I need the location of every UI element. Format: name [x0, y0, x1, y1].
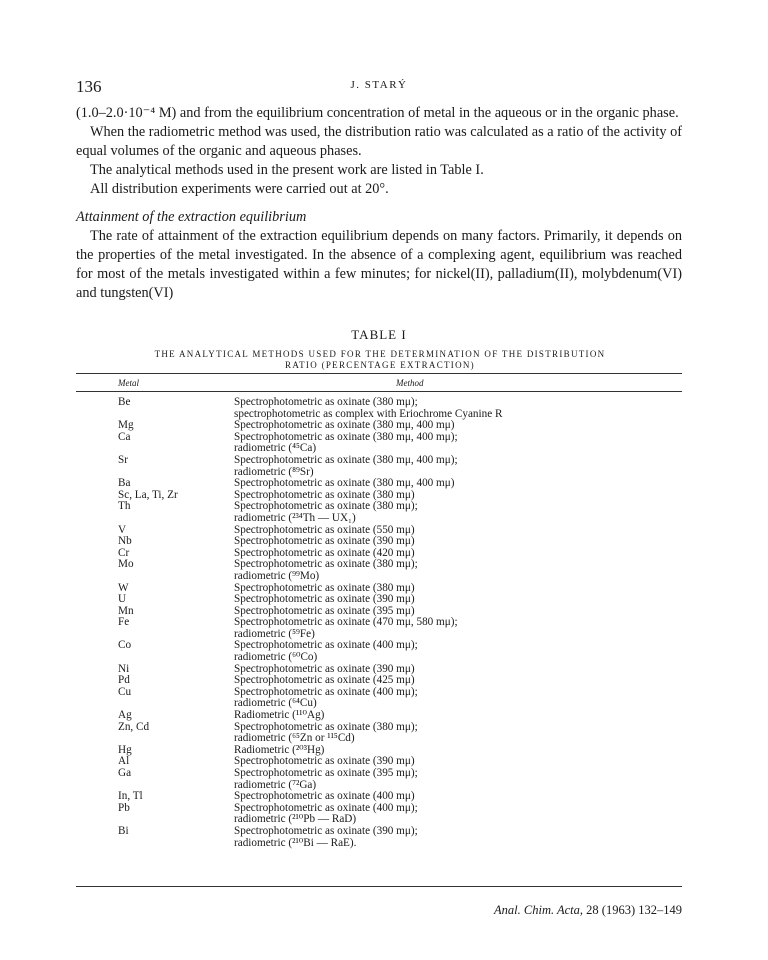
table-row [76, 722, 682, 745]
table-top-rule [76, 373, 682, 374]
method-line: Spectrophotometric as oxinate (390 mμ) [234, 662, 415, 675]
table-row [76, 432, 682, 455]
metal-cell: Be [118, 396, 131, 408]
metal-cell: Zn, Cd [118, 720, 150, 733]
metal-cell: Mn [118, 604, 134, 617]
method-line: Spectrophotometric as oxinate (390 mμ) [234, 593, 415, 606]
page-header [76, 77, 682, 97]
table-caption: TABLE I [351, 327, 407, 342]
method-line: radiometric (⁶⁵Zn or ¹¹⁵Cd) [234, 732, 355, 745]
metal-cell: Sr [118, 453, 128, 466]
method-line: Spectrophotometric as oxinate (400 mμ) [234, 790, 415, 803]
method-line: Spectrophotometric as oxinate (380 mμ); [234, 720, 418, 733]
method-line: radiometric (⁵⁹Fe) [234, 627, 315, 640]
table-row [76, 501, 682, 524]
metal-cell: Th [118, 500, 131, 513]
table-row [76, 594, 682, 606]
journal-title: Anal. Chim. Acta, [494, 903, 584, 917]
table-row [76, 768, 682, 791]
metal-cell: Pb [118, 801, 130, 814]
method-line: Spectrophotometric as oxinate (395 mμ); [234, 767, 418, 779]
metal-cell: Al [118, 755, 130, 768]
method-line: radiometric (⁹⁹Mo) [234, 569, 320, 582]
method-line: Spectrophotometric as oxinate (380 mμ, 400 mμ) [234, 419, 455, 432]
table-row [76, 617, 682, 640]
table-row [76, 397, 682, 420]
metal-cell: V [118, 523, 127, 536]
metal-cell: Ga [118, 767, 132, 779]
metal-cell: Co [118, 639, 132, 652]
method-cell [234, 559, 682, 582]
method-line: Spectrophotometric as oxinate (390 mμ); [234, 824, 418, 837]
metal-cell: Fe [118, 616, 130, 629]
table-row [76, 455, 682, 478]
metal-cell: Bi [118, 824, 129, 837]
method-cell [234, 710, 682, 722]
method-line: Spectrophotometric as oxinate (425 mμ) [234, 674, 415, 687]
metal-cell: W [118, 581, 129, 594]
table-header-rule [76, 391, 682, 392]
method-line: Spectrophotometric as oxinate (420 mμ) [234, 546, 415, 559]
method-line: spectrophotometric as complex with Eriochrome Cyanine R [234, 407, 503, 420]
body-text [76, 104, 682, 303]
metal-cell: In, Tl [118, 790, 143, 803]
table-row [76, 640, 682, 663]
method-line: radiometric (⁶⁰Co) [234, 651, 318, 664]
method-cell [234, 594, 682, 606]
method-cell [234, 617, 682, 640]
table-row [76, 687, 682, 710]
metal-cell: Ca [118, 430, 131, 443]
method-line: Spectrophotometric as oxinate (390 mμ) [234, 535, 415, 548]
page-number: 136 [76, 77, 102, 96]
method-line: Radiometric (²⁰³Hg) [234, 743, 325, 756]
method-line: Spectrophotometric as oxinate (550 mμ) [234, 523, 415, 536]
method-cell [234, 687, 682, 710]
method-line: Spectrophotometric as oxinate (380 mμ, 400 mμ); [234, 453, 458, 466]
metal-cell: Mg [118, 419, 134, 432]
method-line: Spectrophotometric as oxinate (380 mμ); [234, 558, 418, 571]
journal-footer [494, 903, 682, 918]
method-line: radiometric (⁶⁴Cu) [234, 697, 317, 710]
method-line: Spectrophotometric as oxinate (380 mμ); [234, 396, 418, 408]
method-line: Radiometric (¹¹⁰Ag) [234, 709, 325, 722]
metal-cell: Nb [118, 535, 132, 548]
metal-cell: Pd [118, 674, 130, 687]
metal-cell: Ag [118, 709, 132, 722]
method-line: Spectrophotometric as oxinate (400 mμ); [234, 685, 418, 698]
table-row [76, 803, 682, 826]
method-cell [234, 455, 682, 478]
metal-cell: Ni [118, 662, 130, 675]
method-line: Spectrophotometric as oxinate (380 mμ) [234, 488, 415, 501]
metal-cell: U [118, 593, 127, 606]
method-cell [234, 640, 682, 663]
method-line: Spectrophotometric as oxinate (380 mμ, 400 mμ); [234, 430, 458, 443]
method-line: Spectrophotometric as oxinate (400 mμ); [234, 801, 418, 814]
method-line: radiometric (²³⁴Th — UX₁) [234, 511, 356, 524]
method-line: Spectrophotometric as oxinate (400 mμ); [234, 639, 418, 652]
column-header-method: Method [396, 378, 424, 388]
table-row [76, 559, 682, 582]
method-cell [234, 536, 682, 548]
paragraph: All distribution experiments were carried out at 20°. [90, 181, 389, 197]
method-cell [234, 397, 682, 420]
table-row [76, 478, 682, 490]
methods-table [76, 397, 682, 849]
metal-cell: Mo [118, 558, 134, 571]
paragraph: (1.0–2.0·10⁻⁴ M) and from the equilibrium concentration of metal in the aqueous or in the organic phase. [76, 105, 679, 121]
method-cell [234, 768, 682, 791]
column-header-metal: Metal [118, 378, 139, 388]
paragraph: The analytical methods used in the present work are listed in Table I. [90, 162, 484, 178]
method-line: radiometric (⁷²Ga) [234, 778, 317, 791]
method-line: Spectrophotometric as oxinate (380 mμ, 400 mμ) [234, 477, 455, 490]
method-cell [234, 722, 682, 745]
journal-citation: 28 (1963) 132–149 [583, 903, 682, 917]
metal-cell: Ba [118, 477, 131, 490]
method-line: Spectrophotometric as oxinate (380 mμ) [234, 581, 415, 594]
paragraph: When the radiometric method was used, the distribution ratio was calculated as a ratio of the activity of equal volumes of the organic and aqueous phases. [76, 124, 682, 159]
section-heading: Attainment of the extraction equilibrium [76, 209, 307, 225]
table-row [76, 826, 682, 849]
metal-cell: Cu [118, 685, 132, 698]
method-line: Spectrophotometric as oxinate (380 mμ); [234, 500, 418, 513]
method-line: radiometric (⁴⁵Ca) [234, 442, 317, 455]
paragraph: The rate of attainment of the extraction equilibrium depends on many factors. Primarily, it depends on the properties of the metal investigated. In the absence of a complexing agent, equilibrium was reached for most of the metals investigated within a few minutes; for nickel(II), palladium(II), molybdenum(VI) and tungsten(VI) [76, 228, 682, 301]
metal-cell: Hg [118, 743, 132, 756]
method-cell [234, 501, 682, 524]
running-head: J. STARÝ [350, 79, 408, 91]
method-cell [234, 826, 682, 849]
method-line: radiometric (²¹⁰Bi — RaE). [234, 836, 357, 849]
metal-cell: Sc, La, Ti, Zr [118, 488, 178, 501]
method-line: Spectrophotometric as oxinate (395 mμ) [234, 604, 415, 617]
method-line: Spectrophotometric as oxinate (470 mμ, 580 mμ); [234, 616, 458, 629]
method-cell [234, 478, 682, 490]
method-line: radiometric (²¹⁰Pb — RaD) [234, 813, 357, 826]
method-line: radiometric (⁸⁹Sr) [234, 465, 314, 478]
table-subtitle: THE ANALYTICAL METHODS USED FOR THE DETERMINATION OF THE DISTRIBUTION RATIO (PERCENTAGE EXTRACTION) [154, 349, 606, 370]
metal-cell: Cr [118, 546, 130, 559]
table-row [76, 536, 682, 548]
table-row [76, 710, 682, 722]
method-line: Spectrophotometric as oxinate (390 mμ) [234, 755, 415, 768]
method-cell [234, 803, 682, 826]
table-bottom-rule [76, 886, 682, 887]
method-cell [234, 432, 682, 455]
